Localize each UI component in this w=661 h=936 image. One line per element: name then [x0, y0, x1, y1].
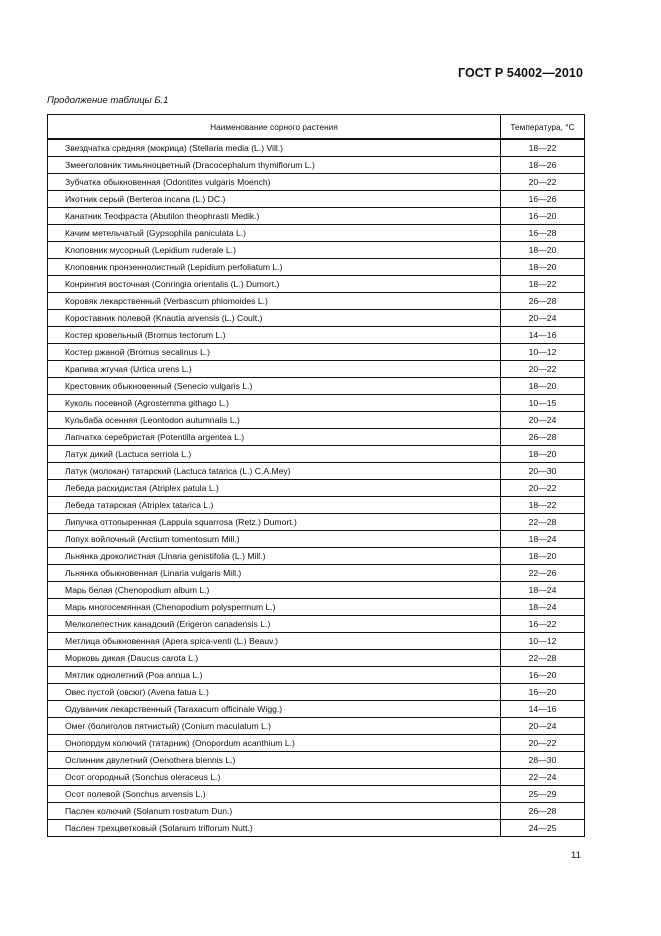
table-row: [48, 514, 585, 531]
table-row: [48, 701, 585, 718]
temperature-cell: 18—24: [501, 582, 585, 599]
column-header-temperature: Температура, °С: [501, 115, 585, 140]
weed-name-cell: Клоповник пронзеннолистный (Lepidium perfoliatum L.): [48, 259, 501, 276]
weed-name-cell: Канатник Теофраста (Abutilon theophrasti Medik.): [48, 208, 501, 225]
table-row: [48, 293, 585, 310]
weed-name-cell: Мелколепестник канадский (Erigeron canadensis L.): [48, 616, 501, 633]
weed-name-cell: Кульбаба осенняя (Leontodon autumnalis L.): [48, 412, 501, 429]
table-row: [48, 633, 585, 650]
weed-name-cell: Паслен трехцветковый (Solanum triflorum Nutt.): [48, 820, 501, 837]
table-row: [48, 242, 585, 259]
temperature-cell: 16—22: [501, 616, 585, 633]
table-caption: Продолжение таблицы Б.1: [47, 95, 169, 106]
temperature-cell: 10—15: [501, 395, 585, 412]
weed-name-cell: Качим метельчатый (Gypsophila paniculata L.): [48, 225, 501, 242]
temperature-cell: 16—20: [501, 208, 585, 225]
table-body: [48, 139, 585, 837]
temperature-cell: 25—29: [501, 786, 585, 803]
table-row: [48, 582, 585, 599]
table-row: [48, 225, 585, 242]
table-row: [48, 361, 585, 378]
weed-name-cell: Онопордум колючий (татарник) (Onopordum acanthium L.): [48, 735, 501, 752]
temperature-cell: 20—24: [501, 718, 585, 735]
temperature-cell: 20—22: [501, 480, 585, 497]
temperature-cell: 18—20: [501, 548, 585, 565]
temperature-cell: 18—20: [501, 446, 585, 463]
weed-name-cell: Лебеда татарская (Atriplex tatarica L.): [48, 497, 501, 514]
table-row: [48, 752, 585, 769]
table-row: [48, 157, 585, 174]
temperature-cell: 22—28: [501, 514, 585, 531]
table-row: [48, 310, 585, 327]
document-code: ГОСТ Р 54002—2010: [457, 66, 583, 80]
weed-name-cell: Одуванчик лекарственный (Taraxacum officinale Wigg.): [48, 701, 501, 718]
weed-name-cell: Змееголовник тимьяноцветный (Dracocephalum thymiflorum L.): [48, 157, 501, 174]
weed-name-cell: Латук (молокан) татарский (Lactuca tatarica (L.) C.A.Mey): [48, 463, 501, 480]
weed-name-cell: Морковь дикая (Daucus carota L.): [48, 650, 501, 667]
page-number: 11: [571, 850, 581, 861]
table-row: [48, 395, 585, 412]
temperature-cell: 10—12: [501, 633, 585, 650]
table-row: [48, 446, 585, 463]
temperature-cell: 18—26: [501, 157, 585, 174]
temperature-cell: 14—16: [501, 701, 585, 718]
table-row: [48, 139, 585, 157]
temperature-cell: 26—28: [501, 803, 585, 820]
table-row: [48, 378, 585, 395]
weed-name-cell: Короставник полевой (Knautia arvensis (L.) Coult.): [48, 310, 501, 327]
weed-name-cell: Лопух войлочный (Arctium tomentosum Mill.): [48, 531, 501, 548]
temperature-cell: 24—25: [501, 820, 585, 837]
temperature-cell: 10—12: [501, 344, 585, 361]
temperature-cell: 16—28: [501, 225, 585, 242]
temperature-cell: 26—28: [501, 429, 585, 446]
temperature-cell: 20—22: [501, 174, 585, 191]
weed-name-cell: Ослинник двулетний (Oenothera biennis L.): [48, 752, 501, 769]
weed-name-cell: Льнянка обыкновенная (Linaria vulgaris Mill.): [48, 565, 501, 582]
temperature-cell: 18—20: [501, 378, 585, 395]
weed-name-cell: Латук дикий (Lactuca serriola L.): [48, 446, 501, 463]
column-header-name: Наименование сорного растения: [48, 115, 501, 140]
table-row: [48, 769, 585, 786]
temperature-cell: 18—20: [501, 259, 585, 276]
table-row: [48, 718, 585, 735]
temperature-cell: 20—22: [501, 735, 585, 752]
table-row: [48, 429, 585, 446]
weed-name-cell: Крестовник обыкновенный (Senecio vulgaris L.): [48, 378, 501, 395]
temperature-cell: 18—24: [501, 599, 585, 616]
temperature-cell: 20—30: [501, 463, 585, 480]
temperature-cell: 18—24: [501, 531, 585, 548]
weed-name-cell: Костер кровельный (Bromus tectorum L.): [48, 327, 501, 344]
weed-name-cell: Осот полевой (Sonchus arvensis L.): [48, 786, 501, 803]
temperature-cell: 16—20: [501, 667, 585, 684]
weed-name-cell: Конрингия восточная (Conringia orientalis (L.) Dumort.): [48, 276, 501, 293]
temperature-cell: 20—24: [501, 310, 585, 327]
table-row: [48, 650, 585, 667]
weed-name-cell: Марь белая (Chenopodium album L.): [48, 582, 501, 599]
table-row: [48, 735, 585, 752]
table-row: [48, 191, 585, 208]
table-row: [48, 531, 585, 548]
table-row: [48, 820, 585, 837]
temperature-cell: 20—24: [501, 412, 585, 429]
weed-name-cell: Метлица обыкновенная (Apera spica-venti (L.) Beauv.): [48, 633, 501, 650]
weed-name-cell: Лебеда раскидистая (Atriplex patula L.): [48, 480, 501, 497]
table-header-row: [48, 115, 585, 140]
table-row: [48, 412, 585, 429]
temperature-cell: 18—22: [501, 497, 585, 514]
temperature-cell: 14—16: [501, 327, 585, 344]
weed-name-cell: Паслен колючий (Solanum rostratum Dun.): [48, 803, 501, 820]
weed-name-cell: Осот огородный (Sonchus oleraceus L.): [48, 769, 501, 786]
weed-name-cell: Марь многосемянная (Chenopodium polyspermum L.): [48, 599, 501, 616]
weed-name-cell: Овес пустой (овсюг) (Avena fatua L.): [48, 684, 501, 701]
table-row: [48, 327, 585, 344]
weed-name-cell: Лапчатка серебристая (Potentilla argentea L.): [48, 429, 501, 446]
weed-name-cell: Коровяк лекарственный (Verbascum phlomoides L.): [48, 293, 501, 310]
temperature-cell: 18—22: [501, 139, 585, 157]
table-row: [48, 599, 585, 616]
table-row: [48, 548, 585, 565]
weed-name-cell: Костер ржаной (Bromus secalinus L.): [48, 344, 501, 361]
table-row: [48, 174, 585, 191]
temperature-cell: 18—22: [501, 276, 585, 293]
table-row: [48, 786, 585, 803]
temperature-cell: 16—20: [501, 684, 585, 701]
table-row: [48, 497, 585, 514]
weed-name-cell: Льнянка дроколистная (Linaria genistifolia (L.) Mill.): [48, 548, 501, 565]
temperature-cell: 22—26: [501, 565, 585, 582]
table-row: [48, 344, 585, 361]
table-row: [48, 616, 585, 633]
temperature-cell: 16—26: [501, 191, 585, 208]
temperature-cell: 26—28: [501, 293, 585, 310]
table-row: [48, 480, 585, 497]
temperature-cell: 18—20: [501, 242, 585, 259]
table-row: [48, 565, 585, 582]
weed-name-cell: Омег (болиголов пятнистый) (Conium maculatum L.): [48, 718, 501, 735]
temperature-cell: 22—24: [501, 769, 585, 786]
weed-name-cell: Клоповник мусорный (Lepidium ruderale L.): [48, 242, 501, 259]
table-row: [48, 463, 585, 480]
table-row: [48, 276, 585, 293]
temperature-cell: 28—30: [501, 752, 585, 769]
weed-name-cell: Икотник серый (Berteroa incana (L.) DC.): [48, 191, 501, 208]
table-row: [48, 667, 585, 684]
weed-name-cell: Зубчатка обыкновенная (Odontites vulgaris Moench): [48, 174, 501, 191]
table-row: [48, 803, 585, 820]
weed-name-cell: Мятлик однолетний (Poa annua L.): [48, 667, 501, 684]
weed-name-cell: Липучка оттопыренная (Lappula squarrosa (Retz.) Dumort.): [48, 514, 501, 531]
weed-name-cell: Крапива жгучая (Urtica urens L.): [48, 361, 501, 378]
table-row: [48, 259, 585, 276]
weed-name-cell: Куколь посевной (Agrostemma githago L.): [48, 395, 501, 412]
table-row: [48, 684, 585, 701]
weed-temperature-table: [47, 114, 585, 837]
table-row: [48, 208, 585, 225]
weed-name-cell: Звездчатка средняя (мокрица) (Stellaria media (L.) Vill.): [48, 139, 501, 157]
temperature-cell: 20—22: [501, 361, 585, 378]
temperature-cell: 22—28: [501, 650, 585, 667]
